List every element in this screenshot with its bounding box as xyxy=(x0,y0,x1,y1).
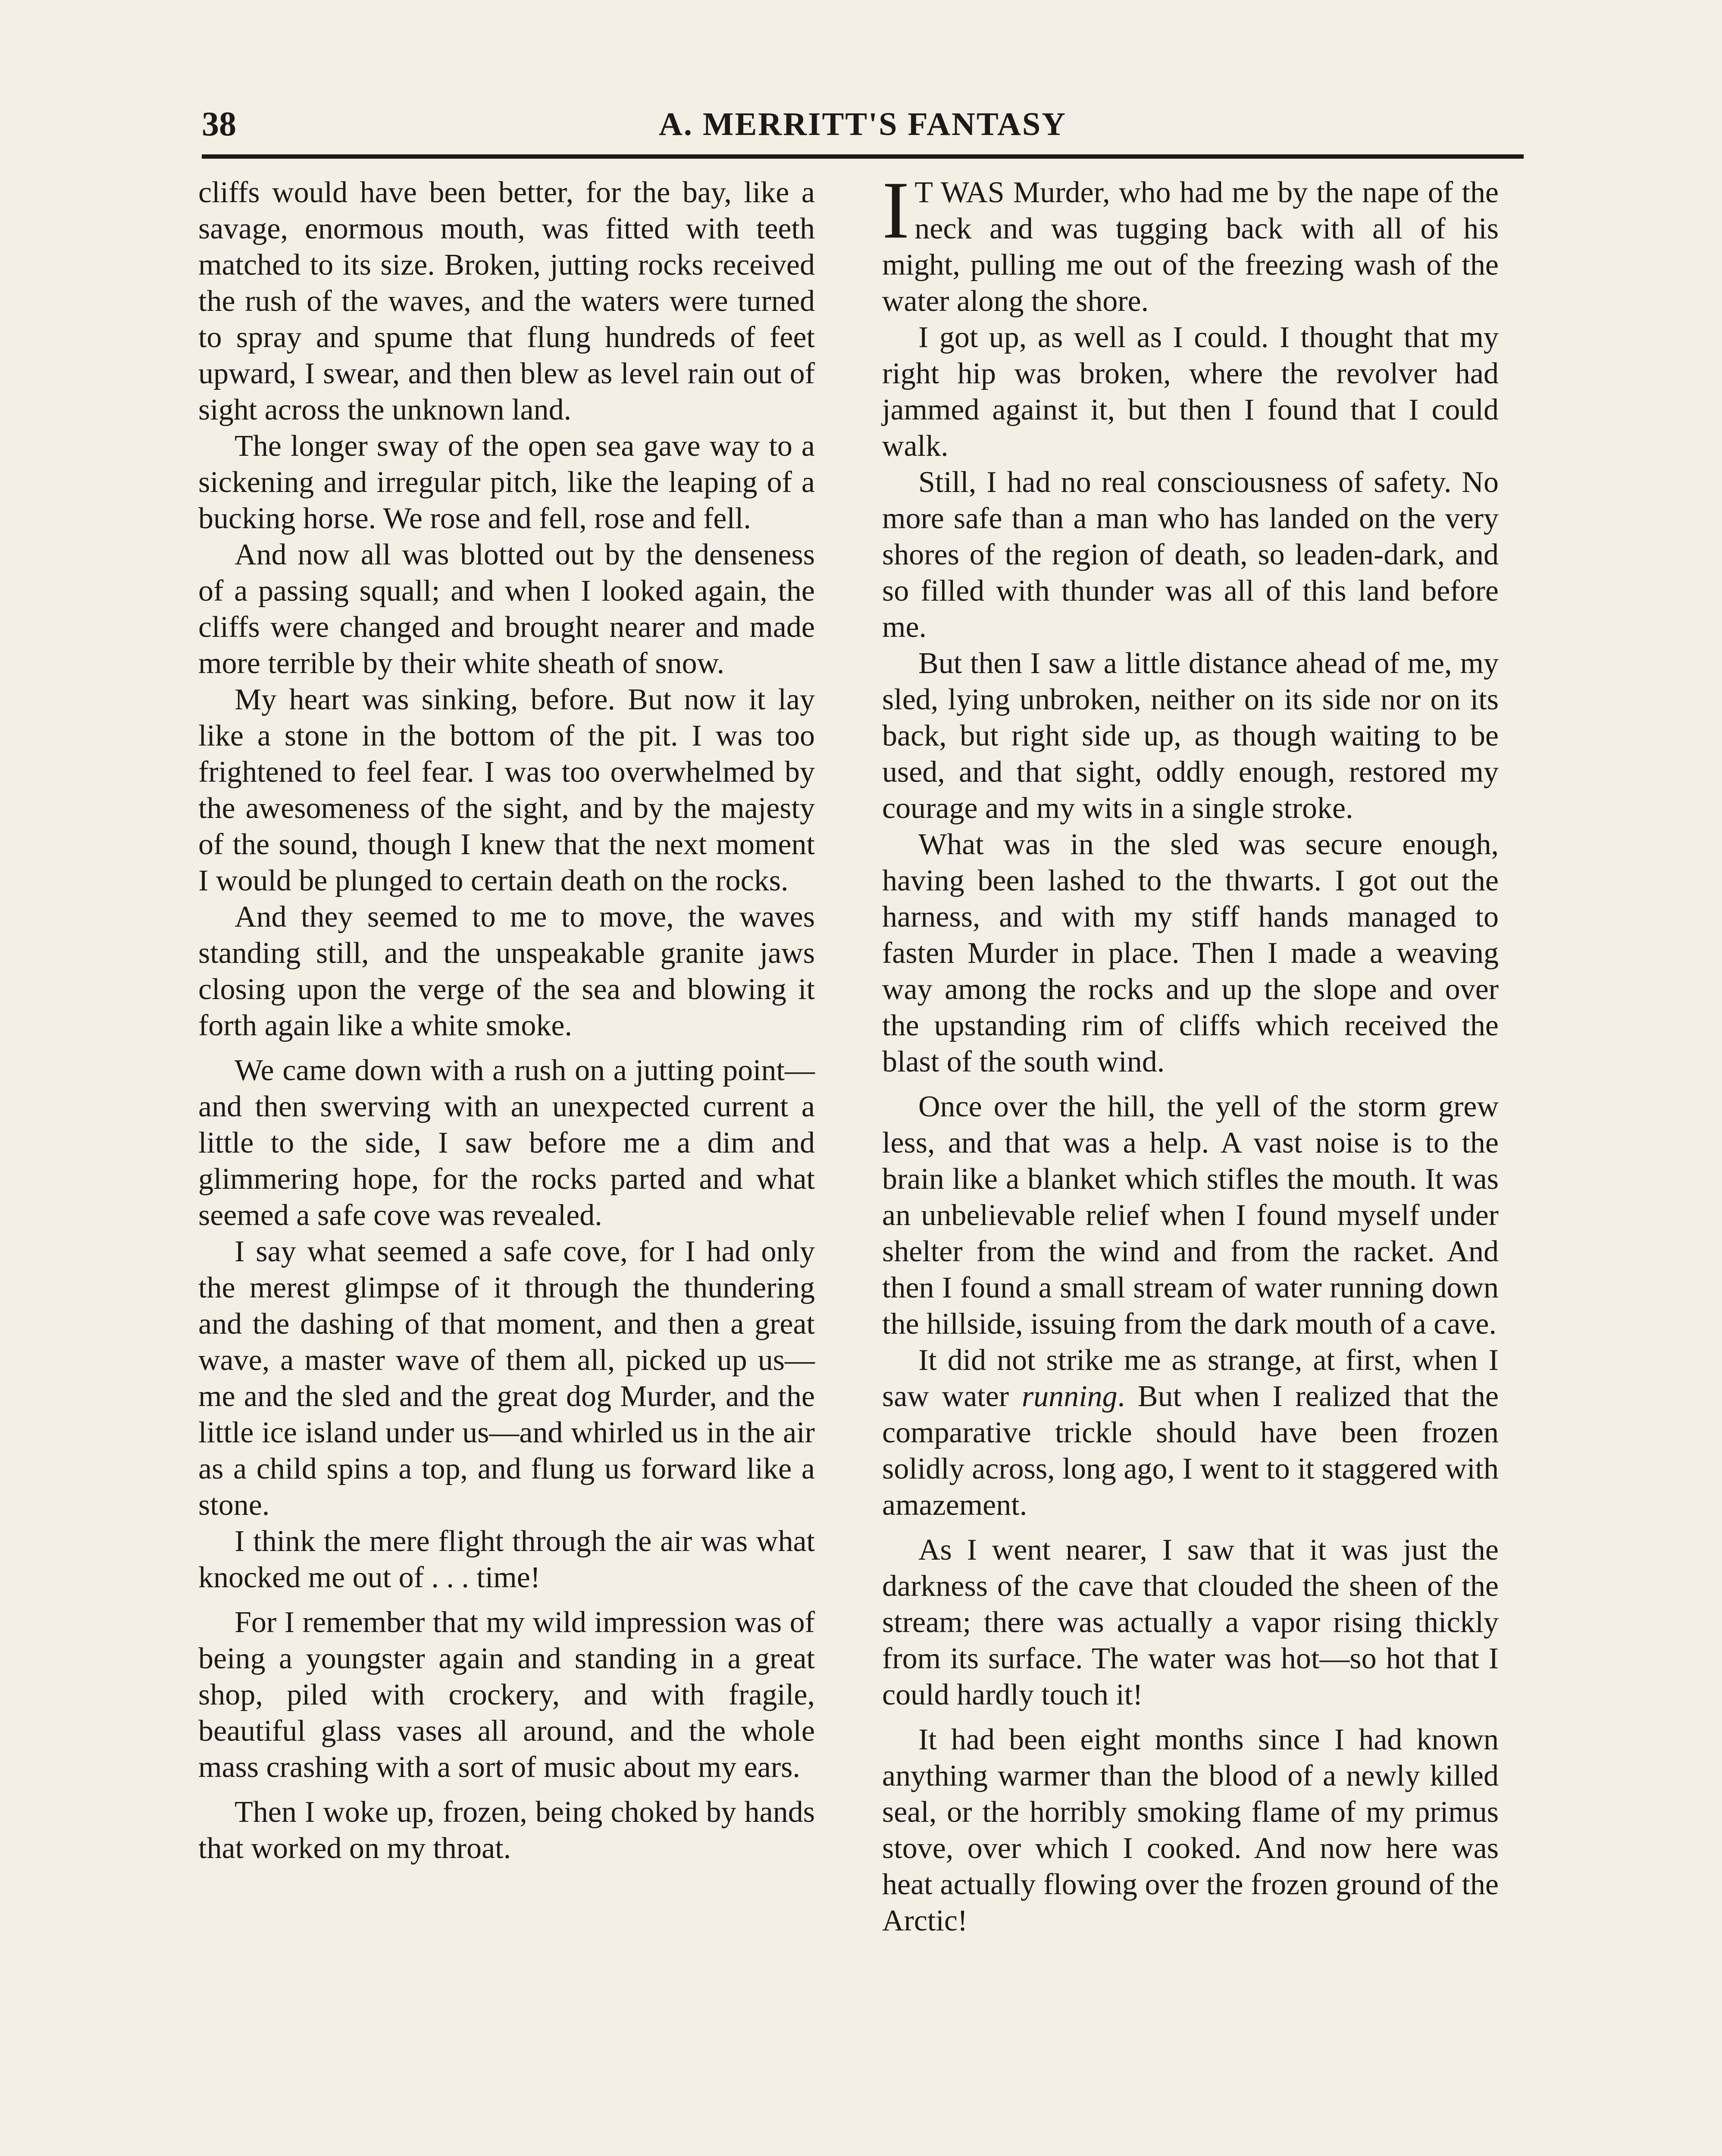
opening-paragraph-text: T WAS Murder, who had me by the nape of the neck and was tugging back with all of his might, pulling me out of the freezing wash of the water along the shore. xyxy=(882,176,1499,318)
paragraph: And they seemed to me to move, the waves standing still, and the unspeakable granite jaws closing upon the verge of the sea and blowing it forth again like a white smoke. xyxy=(198,900,815,1042)
drop-cap: I xyxy=(882,165,910,256)
paragraph: It had been eight months since I had known anything warmer than the blood of a newly killed seal, or the horribly smoking flame of my primus stove, over which I cooked. And now here was heat actually flowing over the frozen ground of the Arctic! xyxy=(882,1723,1499,1937)
paragraph: We came down with a rush on a jutting point—and then swerving with an unexpected current a little to the side, I saw before me a dim and glimmering hope, for the rocks parted and what seemed a safe cove was revealed. xyxy=(198,1054,815,1232)
page-number: 38 xyxy=(202,105,236,143)
paragraph: I got up, as well as I could. I thought that my right hip was broken, where the revolver had jammed against it, but then I found that I could walk. xyxy=(882,321,1499,463)
paragraph: But then I saw a little distance ahead of me, my sled, lying unbroken, neither on its side nor on its back, but right side up, as though waiting to be used, and that sight, oddly enough, restored my courage and my wits in a single stroke. xyxy=(882,647,1499,825)
paragraph: As I went nearer, I saw that it was just the darkness of the cave that clouded the sheen of the stream; there was actually a vapor rising thickly from its surface. The water was hot—so hot that I could hardly touch it! xyxy=(882,1533,1499,1711)
paragraph: My heart was sinking, before. But now it lay like a stone in the bottom of the pit. I was too frightened to feel fear. I was too overwhelmed by the awesomeness of the sight, and by the majesty of the sound, though I knew that the next moment I would be plunged to certain death on the rocks. xyxy=(198,683,815,897)
paragraph: Still, I had no real consciousness of safety. No more safe than a man who has landed on the very shores of the region of death, so leaden-dark, and so filled with thunder was all of this land before me. xyxy=(882,466,1499,644)
paragraph: Then I woke up, frozen, being choked by hands that worked on my throat. xyxy=(198,1796,815,1865)
paragraph: I say what seemed a safe cove, for I had only the merest glimpse of it through the thundering and the dashing of that moment, and then a great wave, a master wave of them all, picked up us—me and the sled and the great dog Murder, and the little ice island under us—and whirled us in the air as a child spins a top, and flung us forward like a stone. xyxy=(198,1235,815,1522)
running-title: A. MERRITT'S FANTASY xyxy=(658,106,1067,142)
paragraph-text: It did not strike me as strange, at first, when I saw water xyxy=(882,1344,1499,1413)
paragraph: For I remember that my wild impression was of being a youngster again and standing in a great shop, piled with crockery, and with fragile, beautiful glass vases all around, and the whole mass crashing with a sort of music about my ears. xyxy=(198,1606,815,1784)
paragraph: The longer sway of the open sea gave way to a sickening and irregular pitch, like the leaping of a bucking horse. We rose and fell, rose and fell. xyxy=(198,429,815,535)
paragraph: Once over the hill, the yell of the storm grew less, and that was a help. A vast noise is to the brain like a blanket which stifles the mouth. It was an unbelievable relief when I found myself under shelter from the wind and from the racket. And then I found a small stream of water running down the hillside, issuing from the dark mouth of a cave. xyxy=(882,1090,1499,1341)
paragraph-running xyxy=(882,1342,1499,1523)
opening-paragraph xyxy=(882,165,1499,320)
right-column xyxy=(882,165,1499,1939)
paragraph: And now all was blotted out by the denseness of a passing squall; and when I looked again, the cliffs were changed and brought nearer and made more terrible by their white sheath of snow. xyxy=(198,538,815,680)
paragraph: cliffs would have been better, for the bay, like a savage, enormous mouth, was fitted with teeth matched to its size. Broken, jutting rocks received the rush of the waves, and the waters were turned to spray and spume that flung hundreds of feet upward, I swear, and then blew as level rain out of sight across the unknown land. xyxy=(198,176,815,426)
page-header xyxy=(202,98,1524,159)
paragraph-text: . But when I realized that the comparative trickle should have been frozen solidly across, long ago, I went to it staggered with amazement. xyxy=(882,1380,1499,1522)
paragraph: What was in the sled was secure enough, having been lashed to the thwarts. I got out the harness, and with my stiff hands managed to fasten Murder in place. Then I made a weaving way among the rocks and up the slope and over the upstanding rim of cliffs which received the blast of the south wind. xyxy=(882,828,1499,1078)
header-rule xyxy=(202,154,1524,159)
paragraph: I think the mere flight through the air was what knocked me out of . . . time! xyxy=(198,1525,815,1594)
left-column xyxy=(198,175,815,1867)
italic-word: running xyxy=(1021,1380,1118,1413)
